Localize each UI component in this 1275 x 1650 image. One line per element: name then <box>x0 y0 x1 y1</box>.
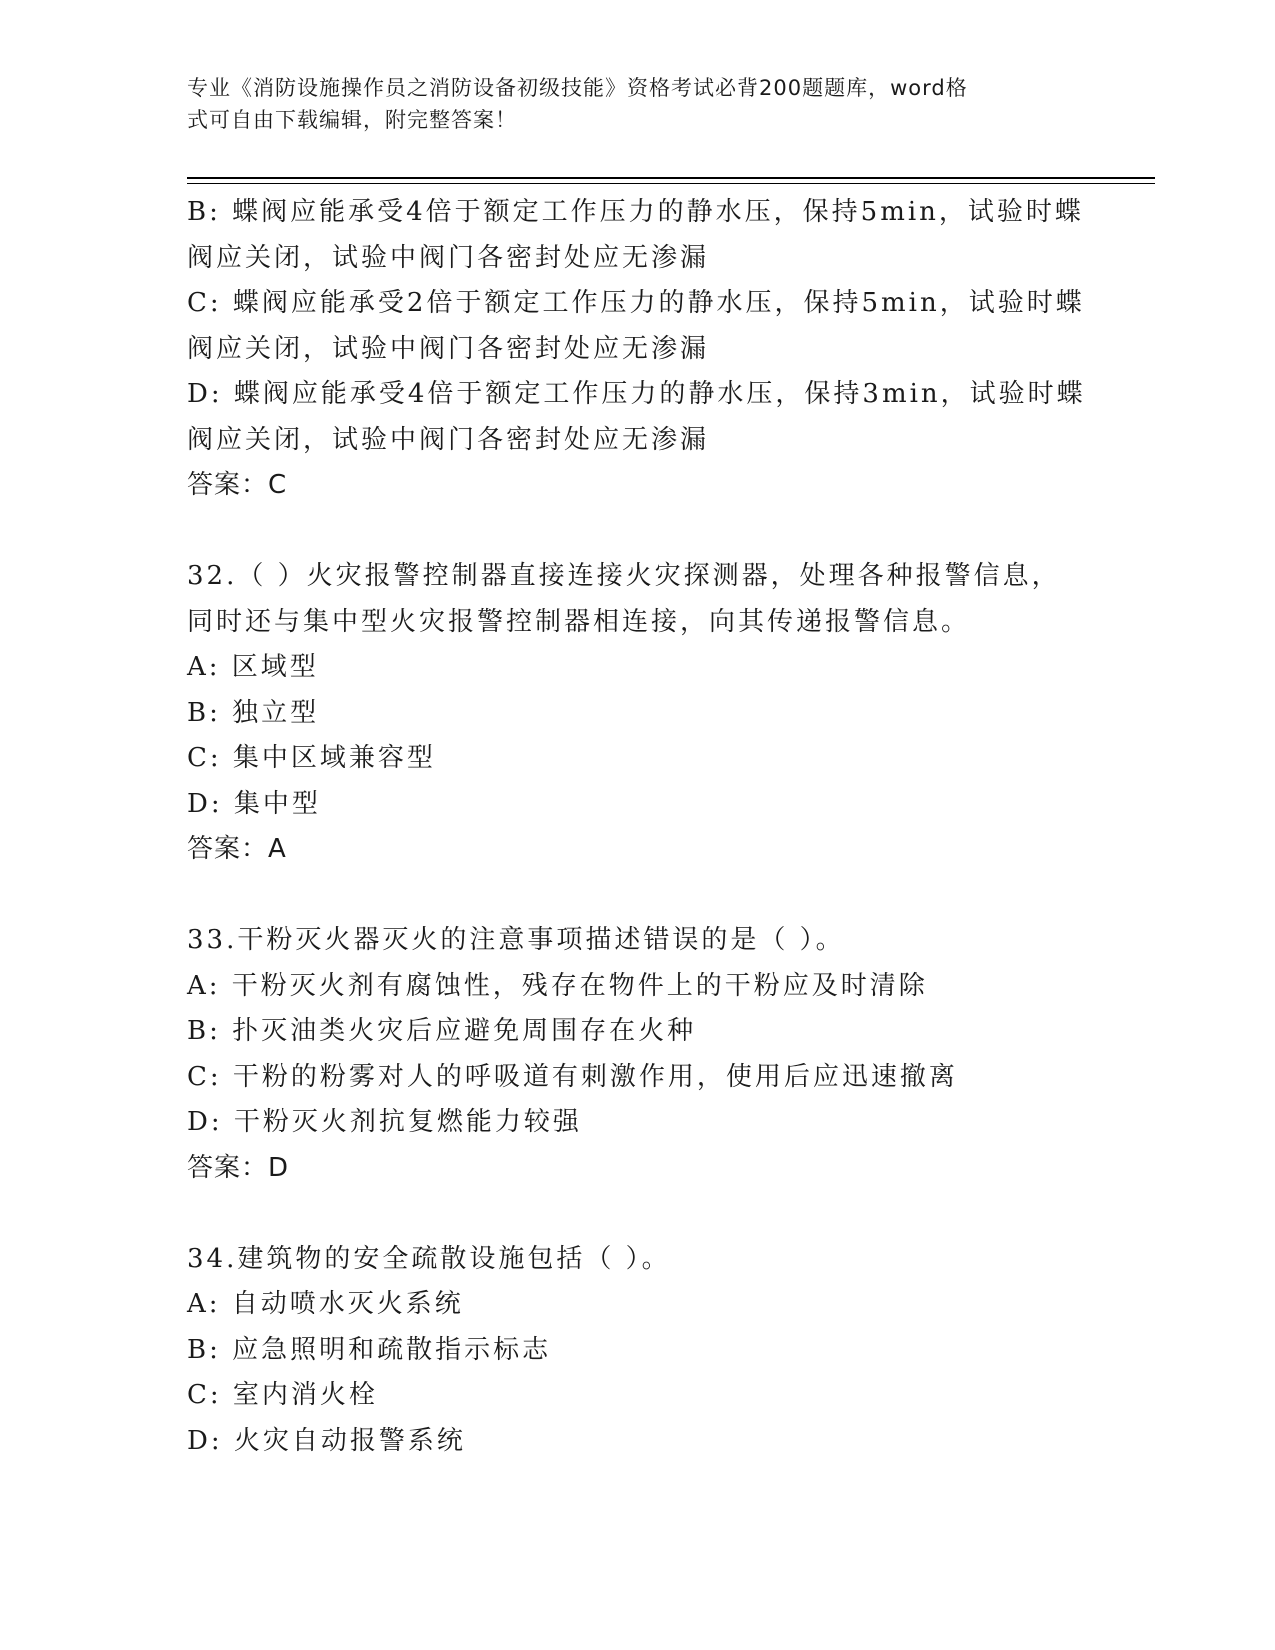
document-header <box>187 72 1067 136</box>
option-d: D: 干粉灭火剂抗复燃能力较强 <box>187 1107 582 1137</box>
question-32 <box>187 554 1117 873</box>
question-stem: 33.干粉灭火器灭火的注意事项描述错误的是（ ）。 <box>187 925 845 955</box>
option-d: D: 火灾自动报警系统 <box>187 1425 466 1456</box>
question-34 <box>187 1237 1117 1465</box>
question-stem-line-1: 32.（ ）火灾报警控制器直接连接火灾探测器，处理各种报警信息， <box>187 561 1061 591</box>
header-line-2: 式可自由下载编辑，附完整答案！ <box>187 108 517 132</box>
question-list <box>187 190 1117 1464</box>
answer-label: 答案：D <box>187 1152 290 1183</box>
option-a: A: 自动喷水灭火系统 <box>187 1289 464 1319</box>
header-divider-thin <box>187 183 1155 184</box>
option-b: B: 扑灭油类火灾后应避免周围存在火种 <box>187 1016 697 1046</box>
option-b: B: 独立型 <box>187 697 320 728</box>
option-d-line-2: 阀应关闭，试验中阀门各密封处应无渗漏 <box>187 424 710 455</box>
option-d-line-1: D: 蝶阀应能承受4倍于额定工作压力的静水压，保持3min，试验时蝶 <box>187 379 1086 409</box>
header-line-1: 专业《消防设施操作员之消防设备初级技能》资格考试必背200题题库，word格 <box>187 76 968 100</box>
spacer <box>187 873 1117 919</box>
question-stem-line-2: 同时还与集中型火灾报警控制器相连接，向其传递报警信息。 <box>187 606 971 637</box>
option-c: C: 干粉的粉雾对人的呼吸道有刺激作用，使用后应迅速撤离 <box>187 1061 958 1092</box>
option-a: A: 区域型 <box>187 652 319 682</box>
option-c: C: 室内消火栓 <box>187 1380 378 1410</box>
spacer <box>187 509 1117 555</box>
option-d: D: 集中型 <box>187 788 321 819</box>
answer-label: 答案：C <box>187 470 288 500</box>
option-c: C: 集中区域兼容型 <box>187 743 436 773</box>
option-a: A: 干粉灭火剂有腐蚀性，残存在物件上的干粉应及时清除 <box>187 970 928 1001</box>
option-b-line-1: B: 蝶阀应能承受4倍于额定工作压力的静水压，保持5min，试验时蝶 <box>187 197 1084 227</box>
answer-label: 答案：A <box>187 834 287 864</box>
header-divider-thick <box>187 177 1155 179</box>
option-b-line-2: 阀应关闭，试验中阀门各密封处应无渗漏 <box>187 242 710 273</box>
option-b: B: 应急照明和疏散指示标志 <box>187 1334 552 1365</box>
option-c-line-2: 阀应关闭，试验中阀门各密封处应无渗漏 <box>187 333 710 364</box>
option-c-line-1: C: 蝶阀应能承受2倍于额定工作压力的静水压，保持5min，试验时蝶 <box>187 288 1085 318</box>
spacer <box>187 1191 1117 1237</box>
question-33 <box>187 918 1117 1191</box>
question-stem: 34.建筑物的安全疏散设施包括（ ）。 <box>187 1243 671 1274</box>
question-31-continued <box>187 190 1117 509</box>
